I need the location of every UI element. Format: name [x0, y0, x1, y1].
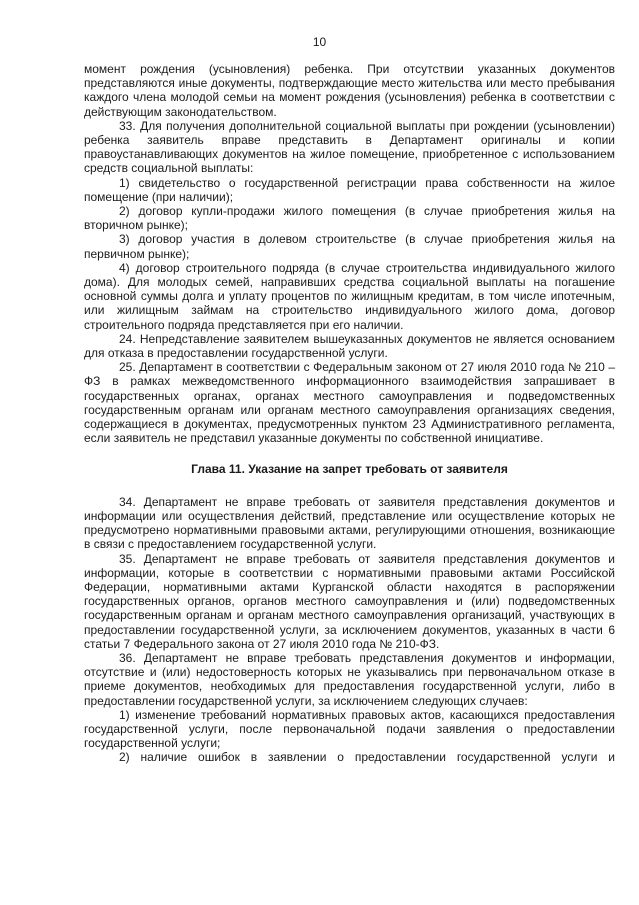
list-item: 2) наличие ошибок в заявлении о предоставлении государственной услуги и [119, 750, 615, 765]
chapter-heading: Глава 11. Указание на запрет требовать от заявителя [191, 462, 508, 477]
list-item: 1) свидетельство о государственной регистрации права собственности на жилое помещение (при наличии); [84, 175, 615, 204]
paragraph: 34. Департамент не вправе требовать от заявителя представления документов и информации или осуществления действий, представление или осуществление которых не предусмотрено нормативными правовыми актами, регулирующими отношения, возникающие в связи с предоставлением государственной услуги. [84, 494, 615, 552]
paragraph: 35. Департамент не вправе требовать от заявителя представления документов и информации, которые в соответствии с нормативными правовыми актами Российской Федерации, нормативными актами Курганской области находятся в распоряжении государственных органов, органов местного самоуправления и (или) подведомственных государственным органам и органам местного самоуправления организаций, участвующих в предоставлении государственной услуги, за исключением документов, указанных в части 6 статьи 7 Федерального закона от 27 июля 2010 года № 210-ФЗ. [84, 551, 615, 651]
list-item: 4) договор строительного подряда (в случае строительства индивидуального жилого дома). Для молодых семей, направивших средства социальной выплаты на погашение основной суммы долга и уплату процентов по жилищным кредитам, в том числе ипотечным, или жилищным займам на строительство индивидуального жилого дома, договор строительного подряда представляется при его наличии. [84, 260, 615, 332]
paragraph: 36. Департамент не вправе требовать представления документов и информации, отсутствие и (или) недостоверность которых не указывались при первоначальном отказе в приеме документов, необходимых для предоставления государственной услуги, либо в предоставлении государственной услуги, за исключением следующих случаев: [84, 650, 615, 708]
page-content [84, 62, 615, 765]
paragraphs-bottom [84, 495, 615, 765]
paragraph: момент рождения (усыновления) ребенка. При отсутствии указанных документов представляются иные документы, подтверждающие место жительства или место пребывания каждого члена молодой семьи на момент рождения (усыновления) ребенка в соответствии с действующим законодательством. [84, 62, 615, 119]
paragraph: 24. Непредставление заявителем вышеуказанных документов не является основанием для отказа в предоставлении государственной услуги. [84, 331, 615, 361]
list-item: 1) изменение требований нормативных правовых актов, касающихся предоставления государственной услуги, после первоначальной подачи заявления о предоставлении государственной услуги; [84, 707, 615, 751]
paragraph: 33. Для получения дополнительной социальной выплаты при рождении (усыновлении) ребенка заявитель вправе представить в Департамент оригиналы и копии правоустанавливающих документов на жилое помещение, приобретенное с использованием средств социальной выплаты: [84, 118, 615, 176]
page-number: 10 [312, 35, 327, 49]
list-item: 3) договор участия в долевом строительстве (в случае приобретения жилья на первичном рынке); [84, 232, 615, 261]
list-item: 2) договор купли-продажи жилого помещения (в случае приобретения жилья на вторичном рынке); [84, 204, 615, 233]
paragraphs-top [84, 62, 615, 445]
paragraph: 25. Департамент в соответствии с Федеральным законом от 27 июля 2010 года № 210 – ФЗ в рамках межведомственного информационного взаимодействия запрашивает в государственных органах, органах местного самоуправления и подведомственных государственным органам или органам местного самоуправления организациях сведения, содержащиеся в документах, предусмотренных пунктом 23 Административного регламента, если заявитель не представил указанные документы по собственной инициативе. [84, 360, 615, 446]
